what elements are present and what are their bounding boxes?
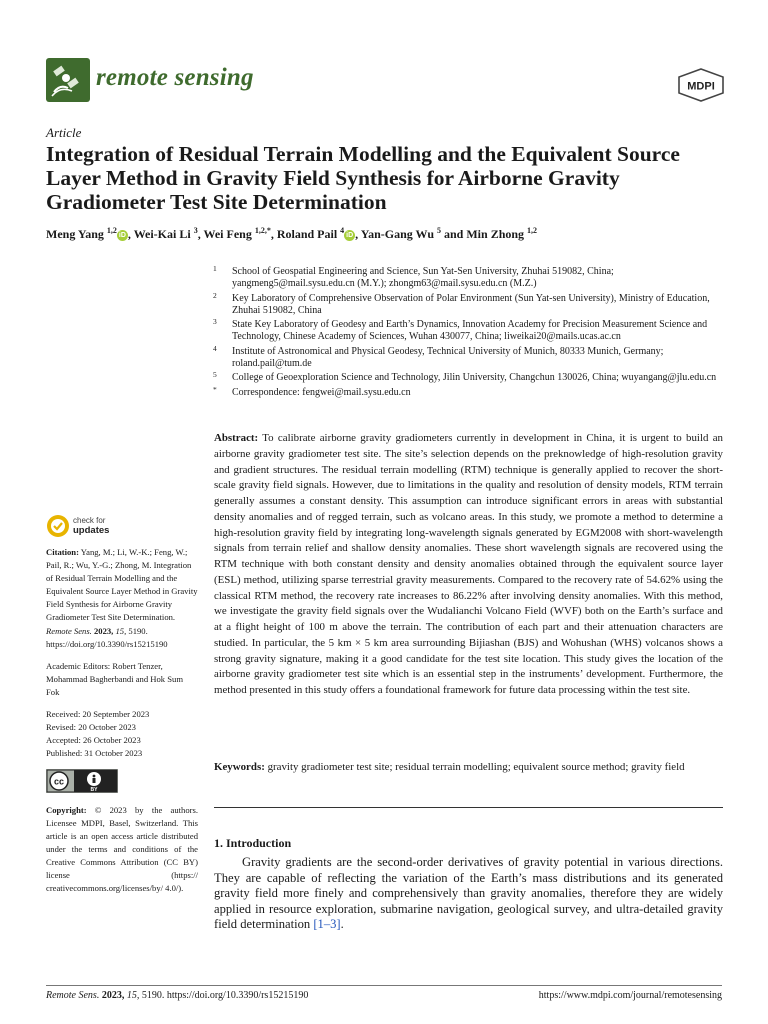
keywords-text: gravity gradiometer test site; residual terrain modelling; equivalent source method; gravity field	[267, 761, 685, 773]
affiliation-number: 4	[213, 343, 217, 353]
affiliation-text: Institute of Astronomical and Physical Geodesy, Technical University of Munich, 80333 Munich, Germany; roland.pail@tum.de	[232, 345, 664, 370]
footer-journal-url[interactable]: https://www.mdpi.com/journal/remotesensing	[538, 990, 722, 1001]
footer-year: 2023,	[101, 990, 125, 1001]
published-date: Published: 31 October 2023	[46, 748, 143, 759]
author-affiliation-sup: 1,2	[106, 226, 117, 235]
check-line1: check for	[73, 516, 106, 525]
author-name: Yan-Gang Wu	[360, 227, 434, 241]
author-separator: ,	[355, 227, 361, 241]
author-list	[46, 226, 736, 242]
abstract-text: To calibrate airborne gravity gradiometers currently in development in China, it is urgent to build an airborne gravity gradiometer test site. The site’s selection depends on the preknowledge of high-resolution gravity and gradient structures. The residual terrain modelling (RTM) technique is generally applied to recover the short-scale gravity field signals. However, due to limitations in the quality and resolution of density models, RTM terrain generally assumes a constant density. This assumption can introduce significant errors in areas with substantial density anomalies and of regged terrain, such as volcano areas. In this study, we promote a method to determine a high-resolution gravity field by integrating long-wavelength signals generated by EGM2008 with short-wavelength signals from terrain relief and shallow density anomalies. These short wavelength signals are recovered using the RTM technique with both constant density and density anomalies obtained through the equivalent source layer (ESL) method, utilizing sparse terrestrial gravity measurements. Compared to the recovery rate of 54.62% using the classical RTM method, the recovery rate increases to 86.22% after involving density anomalies. With this method, we investigate the gravity field signals over the Wudalianchi Volcano Field (WVF) both on the Earth’s surface and at a flight height of 100 m above the terrain. The contribution of each part and their attenuation characters are studied. In particular, the 5 km × 5 km area surrounding Bijiashan (BJS) and Wohushan (WHS) volcanos shows a strong gravity signature, making it a good candidate for the test site location. This study gives the location of the airborne gravity gradiometer test site which is an essential step in the instruments’ development. Furthermore, the method presented in this study offers a foundational framework for future data processing within the test site.	[214, 432, 724, 696]
introduction-paragraph	[214, 855, 723, 933]
affiliation-item	[213, 319, 733, 344]
copyright-block	[46, 804, 198, 896]
abstract	[214, 431, 723, 699]
author-name: Wei-Kai Li	[133, 227, 191, 241]
received-date: Received: 20 September 2023	[46, 709, 150, 720]
affiliation-number: 3	[213, 317, 217, 327]
affiliation-number: 1	[213, 264, 217, 273]
mdpi-logo-text: MDPI	[687, 80, 715, 93]
affiliations	[213, 266, 733, 401]
footer-doi[interactable]: 5190. https://doi.org/10.3390/rs15215190	[141, 990, 309, 1001]
author-name: Min Zhong	[466, 227, 525, 241]
section-divider	[214, 807, 723, 808]
reference-link[interactable]: [1–3]	[313, 917, 341, 932]
citation-text: Yang, M.; Li, W.-K.; Feng, W.; Pail, R.; Wu, Y.-G.; Zhong, M. Integration of Residual Terrain Modelling and the Equivalent Source Layer Method in Gravity Field Synthesis for Airborne Gravity Gradiometer Test Site Determination.	[46, 547, 198, 623]
copyright-label: Copyright:	[46, 804, 87, 815]
introduction-end: .	[340, 917, 344, 932]
revised-date: Revised: 20 October 2023	[46, 722, 136, 733]
footer-rule	[46, 985, 722, 986]
author-name: Meng Yang	[46, 227, 104, 241]
footer-volume: 15,	[126, 990, 140, 1001]
author-affiliation-sup: 1,2,*	[254, 226, 271, 235]
footer-citation	[46, 990, 308, 1001]
author-name: Roland Pail	[276, 227, 338, 241]
affiliation-text: Correspondence: fengwei@mail.sysu.edu.cn	[232, 386, 411, 398]
satellite-icon	[46, 58, 90, 102]
orcid-icon[interactable]: iD	[346, 232, 354, 239]
author-affiliation-sup: 3	[193, 226, 198, 235]
citation-block	[46, 546, 198, 651]
author-affiliation-sup: 5	[437, 226, 441, 235]
affiliation-number: *	[213, 384, 217, 394]
author-separator: ,	[127, 227, 134, 241]
orcid-icon[interactable]: iD	[118, 232, 126, 239]
abstract-label: Abstract:	[214, 432, 259, 444]
footer-journal: Remote Sens.	[46, 990, 100, 1001]
section-heading-introduction: 1. Introduction	[214, 836, 292, 850]
check-for-updates-button[interactable]	[46, 512, 198, 540]
keywords-label: Keywords:	[214, 761, 265, 773]
sidebar	[46, 512, 198, 895]
dates-block	[46, 708, 198, 760]
citation-journal: Remote Sens.	[46, 625, 92, 636]
article-title: Integration of Residual Terrain Modelling and the Equivalent Source Layer Method in Gravity Field Synthesis for Airborne Gravity Gradiometer Test Site Determination	[46, 142, 680, 214]
article-type: Article	[46, 125, 82, 140]
affiliation-item	[213, 343, 733, 371]
accepted-date: Accepted: 26 October 2023	[46, 735, 141, 746]
affiliation-number: 2	[213, 290, 217, 300]
affiliation-text: School of Geospatial Engineering and Science, Sun Yat-Sen University, Zhuhai 519082, China; yangmeng5@mail.sysu.edu.cn (M.Y.); zhongm63@mail.sysu.edu.cn (M.Z.)	[232, 266, 614, 290]
author-affiliation-sup: 4	[340, 226, 345, 235]
cc-by-license-badge[interactable]	[46, 769, 118, 793]
author-separator: ,	[270, 227, 277, 241]
check-line2: updates	[73, 525, 110, 536]
svg-text:cc: cc	[53, 776, 65, 787]
copyright-text: © 2023 by the authors. Licensee MDPI, Basel, Switzerland. This article is an open access article distributed under the terms and conditions of the Creative Commons Attribution (CC BY) license (https:// creativecommons.org/licenses/by/ 4.0/).	[46, 804, 198, 894]
affiliation-item	[213, 290, 733, 318]
affiliation-text: College of Geoexploration Science and Technology, Jilin University, Changchun 130026, China; wuyangang@jlu.edu.cn	[232, 372, 717, 384]
academic-editors: Academic Editors: Robert Tenzer, Mohammad Bagherbandi and Hok Sum Fok	[46, 660, 184, 697]
citation-doi[interactable]: 5190. https://doi.org/10.3390/rs15215190	[46, 625, 168, 649]
affiliation-text: Key Laboratory of Comprehensive Observation of Polar Environment (Sun Yat-sen University), Ministry of Education, Zhuhai 519082, China	[232, 292, 710, 316]
check-updates-icon	[46, 514, 70, 538]
affiliation-item	[213, 384, 733, 399]
author-separator: ,	[197, 227, 204, 241]
affiliation-item	[213, 372, 733, 384]
author-separator: and	[441, 227, 467, 241]
keywords	[214, 760, 723, 776]
author-affiliation-sup: 1,2	[527, 226, 538, 235]
journal-header	[46, 58, 726, 110]
affiliation-item	[213, 266, 733, 291]
affiliation-number: 5	[213, 370, 217, 380]
citation-label: Citation:	[46, 547, 79, 557]
introduction-text: Gravity gradients are the second-order derivatives of gravity potential in various directions. They are capable of reflecting the variation of the Earth’s mass distributions and its generated gravity field more finely and comprehensively than gravity anomalies, therefore they are widely applied in resource exploration, submarine navigation, geological survey, and ultra-detailed gravity field determination	[214, 855, 723, 932]
citation-volume: 15,	[115, 625, 127, 636]
cc-by-label: BY	[90, 787, 98, 794]
journal-name: remote sensing	[96, 64, 254, 91]
citation-year: 2023,	[93, 625, 114, 636]
author-name: Wei Feng	[203, 227, 252, 241]
affiliation-text: State Key Laboratory of Geodesy and Earth’s Dynamics, Innovation Academy for Precision Measurement Science and Technology, Chinese Academy of Sciences, Wuhan 430077, China; liweikai20@mails.ucas.ac.cn	[232, 319, 708, 343]
mdpi-logo	[676, 68, 726, 102]
